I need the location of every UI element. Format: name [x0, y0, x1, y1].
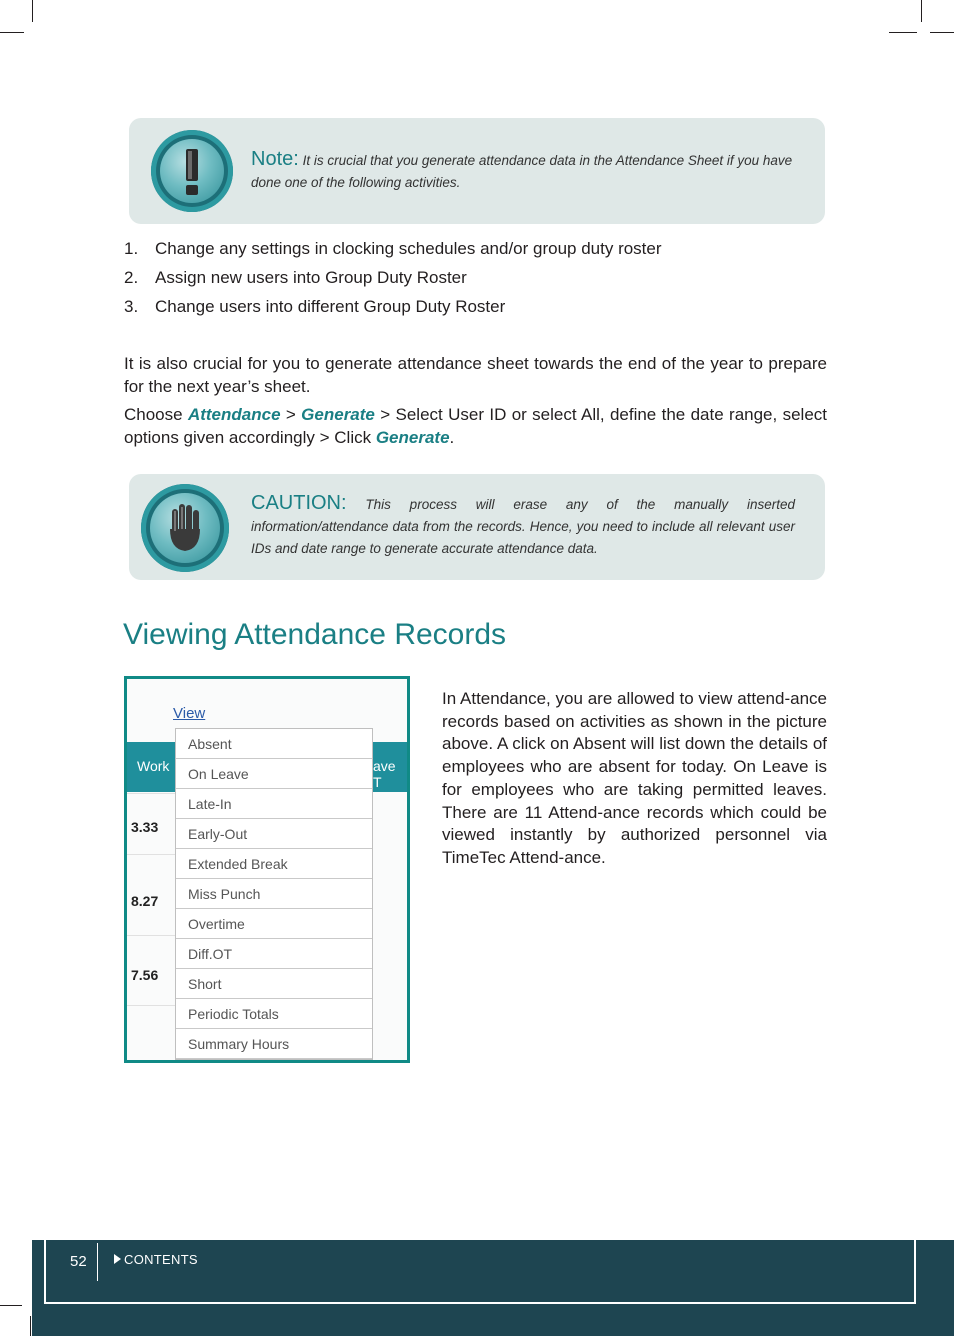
view-dropdown-menu [175, 728, 373, 1060]
menu-item-on-leave[interactable]: On Leave [176, 759, 372, 789]
row-divider [127, 935, 177, 936]
row-divider [127, 793, 177, 794]
footer-frame [44, 1236, 916, 1304]
menu-item-extended-break[interactable]: Extended Break [176, 849, 372, 879]
page-number: 52 [70, 1253, 87, 1270]
menu-item-early-out[interactable]: Early-Out [176, 819, 372, 849]
row-divider [127, 1005, 177, 1006]
text-span: . [449, 428, 455, 447]
row-value: 7.56 [131, 967, 159, 983]
menu-item-overtime[interactable]: Overtime [176, 909, 372, 939]
paragraph-description: In Attendance, you are allowed to view attend-ance records based on activities as shown in the picture above. A click on Absent will list down the details of employees who are absent for today. On Leave is for employees who are taking permitted leaves. There are 11 Attend-ance records which could be viewed instantly by authorized personnel via TimeTec Attend-ance. [442, 689, 827, 867]
caution-text-block [251, 492, 795, 560]
steps-list [124, 236, 662, 323]
list-item [124, 236, 662, 265]
list-number: 1. [124, 239, 139, 258]
note-badge-inner [160, 139, 224, 203]
triangle-right-icon [114, 1254, 121, 1264]
crop-mark [0, 1305, 22, 1306]
paragraph-year-end: It is also crucial for you to generate attendance sheet towards the end of the year to prepare for the next year’s sheet. [124, 354, 827, 396]
caution-label: CAUTION: [251, 492, 347, 514]
keyword-generate: Generate [301, 405, 375, 424]
attendance-view-screenshot [124, 676, 410, 1063]
list-item [124, 294, 662, 323]
note-text-block [251, 148, 795, 194]
list-item [124, 265, 662, 294]
crop-mark [889, 32, 917, 33]
text-span: > [280, 405, 302, 424]
keyword-attendance: Attendance [187, 405, 281, 424]
list-text: Assign new users into Group Duty Roster [155, 268, 467, 287]
keyword-generate-click: Generate [375, 428, 450, 447]
menu-item-short[interactable]: Short [176, 969, 372, 999]
list-text: Change users into different Group Duty Roster [155, 297, 506, 316]
column-header-leave: ave T [373, 758, 396, 790]
caution-badge-inner [150, 493, 220, 563]
list-number: 2. [124, 268, 139, 287]
contents-label: CONTENTS [124, 1252, 198, 1267]
list-text: Change any settings in clocking schedules and/or group duty roster [155, 239, 662, 258]
menu-item-late-in[interactable]: Late-In [176, 789, 372, 819]
exclamation-icon [160, 139, 224, 203]
paragraph-instructions [124, 403, 827, 449]
menu-item-periodic-totals[interactable]: Periodic Totals [176, 999, 372, 1029]
row-divider [127, 854, 177, 855]
row-value: 8.27 [131, 893, 159, 909]
menu-item-absent[interactable]: Absent [176, 729, 372, 759]
note-label: Note: [251, 148, 299, 170]
menu-item-miss-punch[interactable]: Miss Punch [176, 879, 372, 909]
section-title: Viewing Attendance Records [123, 618, 507, 651]
caution-callout [129, 474, 825, 580]
crop-mark [32, 0, 33, 22]
footer-divider [97, 1243, 98, 1281]
stop-hand-icon [150, 493, 220, 563]
contents-link[interactable] [114, 1252, 198, 1267]
row-value: 3.33 [131, 819, 159, 835]
text-span: Choose [124, 405, 188, 424]
caution-text: This process will erase any of the manually inserted information/attendance data from the records. Hence, you need to include all relevant user IDs and date range to generate accurate attendance data. [251, 497, 795, 556]
menu-item-summary-hours[interactable]: Summary Hours [176, 1029, 372, 1059]
menu-item-diff-ot[interactable]: Diff.OT [176, 939, 372, 969]
note-text: It is crucial that you generate attendance data in the Attendance Sheet if you have done one of the following activities. [251, 153, 793, 190]
list-number: 3. [124, 297, 139, 316]
text-span: > Select User ID or select All, define the date range, select options given accordingly > Click [124, 405, 827, 447]
crop-mark [30, 1316, 31, 1336]
column-header-work: Work [137, 758, 170, 774]
crop-mark [921, 0, 922, 22]
crop-mark [930, 32, 954, 33]
note-callout [129, 118, 825, 224]
view-link: View [173, 705, 206, 722]
page-footer [32, 1240, 954, 1336]
crop-mark [0, 32, 24, 33]
caution-badge [141, 484, 229, 572]
note-badge [151, 130, 233, 212]
